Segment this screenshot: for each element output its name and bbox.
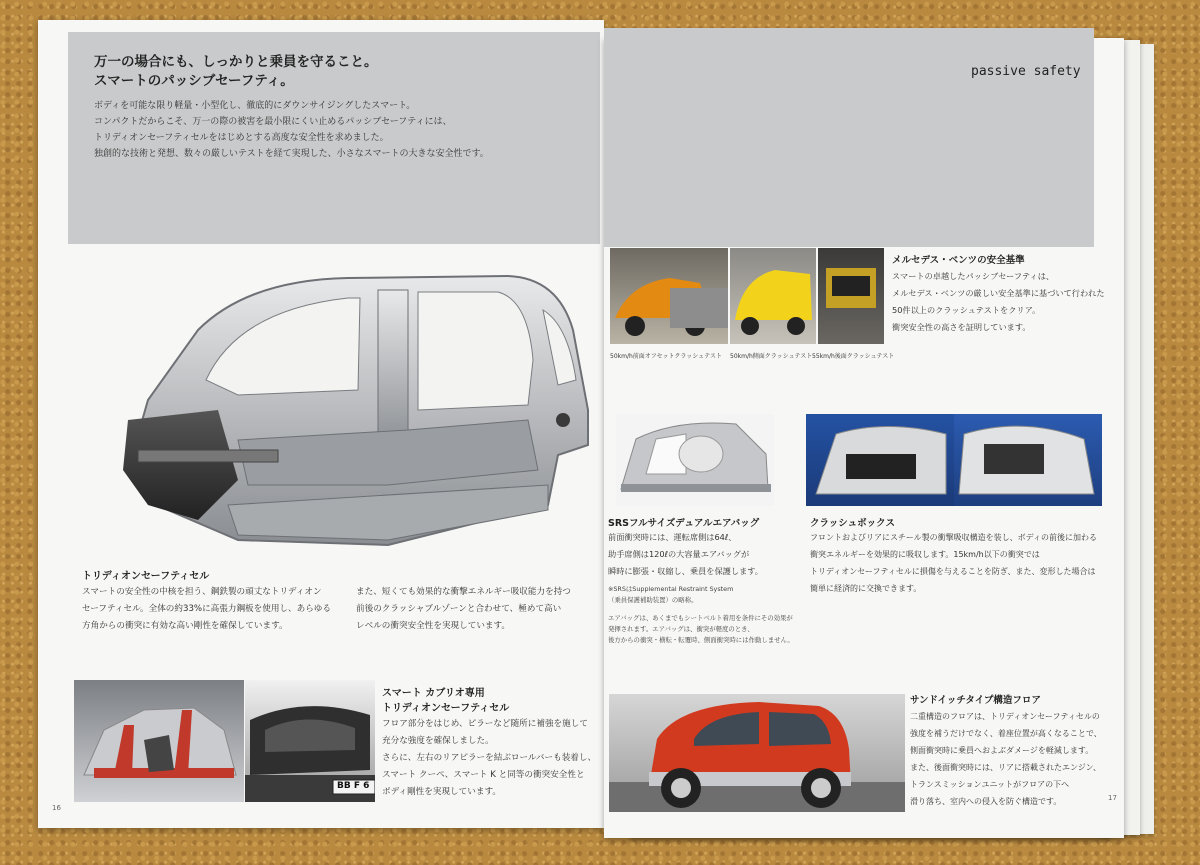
intro-line-2: コンパクトだからこそ、万一の際の被害を最小限にくい止めるパッシブセーフティには、 (94, 117, 452, 127)
airbag-text: 前面衝突時には、運転席側は64ℓ、 助手席側は120ℓの大容量エアバッグが 瞬時に膨張・収縮し、乗員を保護します。 (608, 532, 763, 576)
passive-safety-heading: passive safety (971, 64, 1081, 79)
left-page (38, 20, 604, 828)
cabrio-title-line-2: トリディオンセーフティセル (382, 703, 510, 714)
crash-test-photo-side (730, 248, 816, 344)
page-number-left: 16 (52, 804, 61, 812)
headline-line-2: スマートのパッシブセーフティ。 (94, 73, 294, 89)
mercedes-text: スマートの卓越したパッシブセーフティは、 メルセデス・ベンツの厳しい安全基準に基づいて行われた 50件以上のクラッシュテストをクリア。 衝突安全性の高さを証明しています。 (892, 271, 1105, 332)
intro-line-1: ボディを可能な限り軽量・小型化し、徹底的にダウンサイジングしたスマート。 (94, 101, 416, 111)
airbag-note-srs: ※SRSはSupplemental Restraint System （乗員保護補助装置）の略称。 (608, 585, 734, 604)
right-header-band (604, 28, 1094, 247)
smart-car-photo (609, 694, 905, 812)
crash-test-photo-offset (610, 248, 728, 344)
crashbox-text: フロントおよびリアにスチール製の衝撃吸収構造を装し、ボディの前後に加わる 衝突エネルギーを効果的に吸収します。15km/h以下の衝突では トリディオンセーフティセルに損傷を与えることを防ぎ、また、変形した場合は 簡単に経済的に交換できます。 (810, 533, 1098, 593)
tridion-title: トリディオンセーフティセル (82, 571, 210, 582)
headline-line-1: 万一の場合にも、しっかりと乗員を守ること。 (94, 54, 378, 70)
cabrio-car-photo (245, 680, 375, 802)
airbag-title: SRSフルサイズデュアルエアバッグ (608, 518, 760, 529)
crash-caption-front: 50km/h前面オフセットクラッシュテスト (610, 353, 722, 360)
license-plate-text: BB F 6 (337, 781, 370, 791)
crashbox-title: クラッシュボックス (810, 518, 896, 529)
crash-caption-side: 50km/h側面クラッシュテスト (730, 353, 813, 360)
crashbox-photo-rear (954, 414, 1102, 506)
tridion-cell-image (88, 270, 608, 560)
tridion-text-1: スマートの安全性の中核を担う、鋼鉄製の頑丈なトリディオン セーフティセル。全体の約33%に高張力鋼板を使用し、あらゆる 方角からの衝突に有効な高い剛性を確保しています。 (82, 587, 331, 631)
mercedes-title: メルセデス・ベンツの安全基準 (892, 255, 1025, 266)
airbag-note-seatbelt: エアバッグは、あくまでもシートベルト着用を条件にその効果が 発揮されます。エアバッグは、衝突が軽度のとき、 後方からの衝突・横転・転覆時、側面衝突時には作動しません。 (608, 614, 794, 644)
cabrio-text: フロア部分をはじめ、ピラーなど随所に補強を施して 充分な強度を確保しました。 さらに、左右のリアピラーを結ぶロールバーも装着し、 スマート クーペ、スマート K と同等の衝突安全性と ボディ剛性を実現しています。 (382, 719, 597, 797)
intro-line-3: トリディオンセーフティセルをはじめとする高度な安全性を求めました。 (94, 133, 389, 143)
sandwich-text: 二重構造のフロアは、トリディオンセーフティセルの 強度を補うだけでなく、着座位置が高くなることで、 側面衝突時に乗員へおよぶダメージを軽減します。 また、後面衝突時には、リアに搭載されたエンジン、 トランスミッションユニットがフロアの下へ 滑り落ち、室内への侵入を防ぐ構造です。 (910, 712, 1102, 806)
cabrio-title-line-1: スマート カブリオ専用 (382, 688, 485, 699)
right-page (604, 38, 1124, 838)
cabrio-cell-photo (74, 680, 244, 802)
crash-caption-rear: 55km/h後面クラッシュテスト (812, 353, 895, 360)
page-number-right: 17 (1108, 794, 1117, 802)
sandwich-title: サンドイッチタイプ構造フロア (910, 695, 1041, 706)
airbag-photo (616, 414, 774, 506)
intro-line-4: 独創的な技術と発想、数々の厳しいテストを経て実現した、小さなスマートの大きな安全性です。 (94, 149, 489, 159)
tridion-text-2: また、短くても効果的な衝撃エネルギー吸収能力を持つ 前後のクラッシャブルゾーンと合わせて、極めて高い レベルの衝突安全性を実現しています。 (356, 587, 571, 631)
crashbox-photo-front (806, 414, 954, 506)
